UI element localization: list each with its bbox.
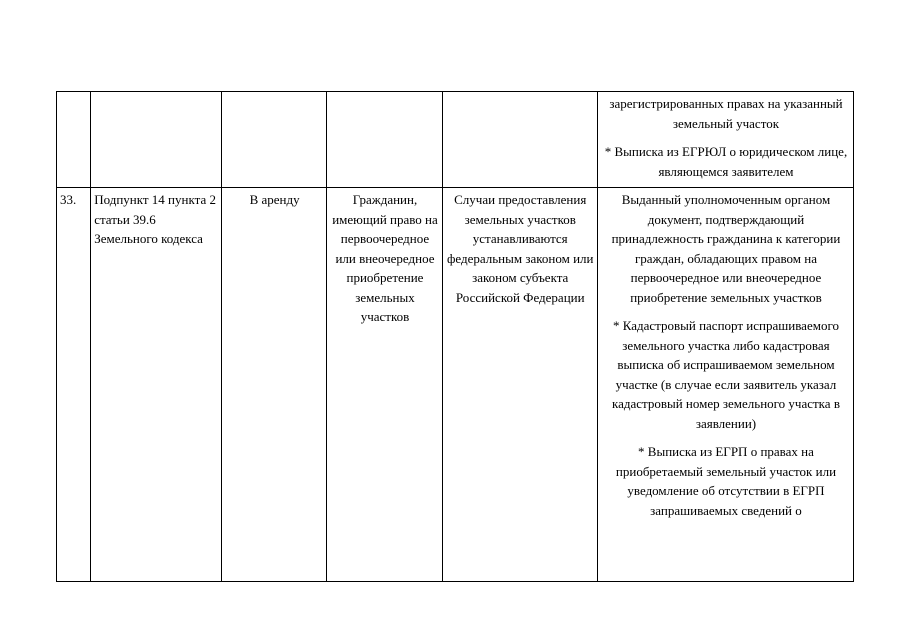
cell-legal-basis: Подпункт 14 пункта 2 статьи 39.6 Земельного кодекса	[91, 188, 222, 582]
table-row-33	[57, 188, 854, 582]
document-paragraph: зарегистрированных правах на указанный земельный участок	[609, 96, 843, 131]
cell-number-empty	[57, 92, 91, 188]
document-paragraph: Выданный уполномоченным органом документ, подтверждающий принадлежность гражданина к категории граждан, обладающих правом на первоочередное или внеочередное приобретение земельных участков	[611, 192, 841, 305]
cell-documents	[597, 188, 853, 582]
cell-conditions-empty	[442, 92, 597, 188]
cell-documents-continued	[597, 92, 853, 188]
cell-applicant-empty	[327, 92, 442, 188]
requirements-table	[56, 91, 854, 582]
cell-provision-type: В аренду	[221, 188, 327, 582]
cell-number: 33.	[57, 188, 91, 582]
document-paragraph: * Кадастровый паспорт испрашиваемого земельного участка либо кадастровая выписка об испрашиваемом земельном участке (в случае если заявитель указал кадастровый номер земельного участка в заявлении)	[611, 318, 840, 431]
cell-provision-type-empty	[221, 92, 327, 188]
cell-conditions: Случаи предоставления земельных участков устанавливаются федеральным законом или законом субъекта Российской Федерации	[442, 188, 597, 582]
cell-applicant: Гражданин, имеющий право на первоочередное или внеочередное приобретение земельных участков	[327, 188, 442, 582]
cell-legal-basis-empty	[91, 92, 222, 188]
document-paragraph: * Выписка из ЕГРЮЛ о юридическом лице, являющемся заявителем	[604, 144, 848, 179]
table-row-continued	[57, 92, 854, 188]
document-paragraph: * Выписка из ЕГРП о правах на приобретаемый земельный участок или уведомление об отсутствии в ЕГРП запрашиваемых сведений о	[615, 444, 837, 518]
